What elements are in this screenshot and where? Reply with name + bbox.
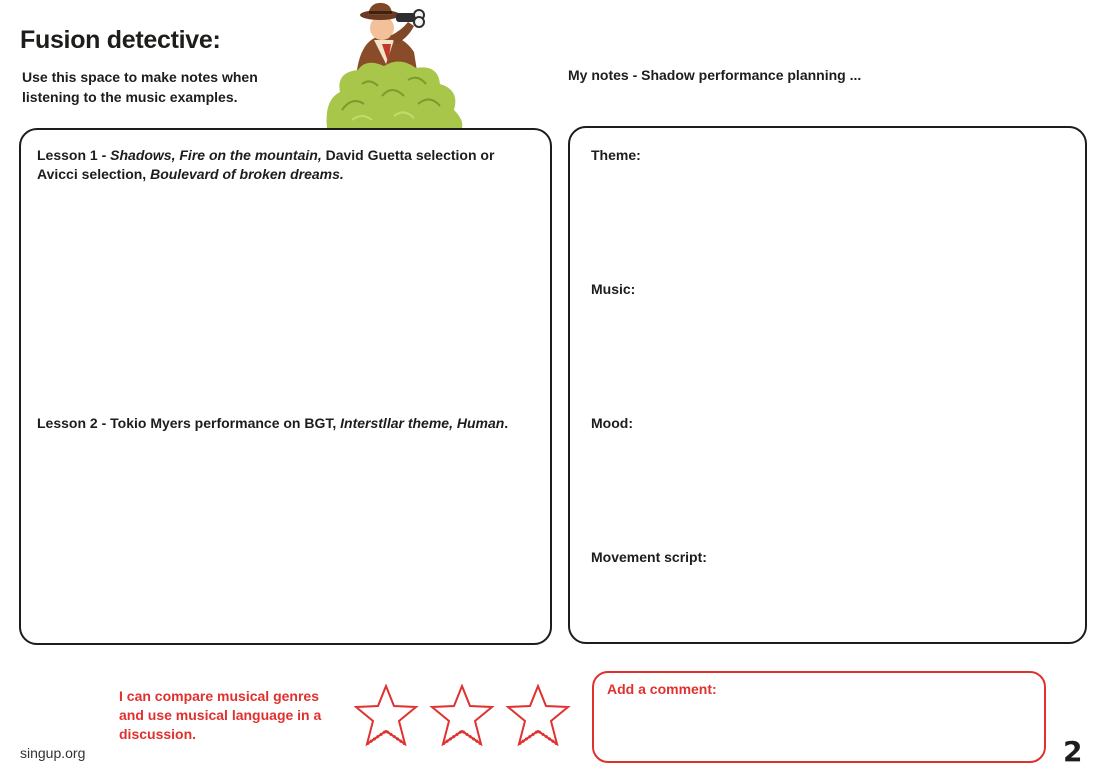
lesson-2-suffix: . bbox=[504, 415, 509, 431]
lesson-2-italic-titles: Interstllar theme, Human bbox=[340, 415, 505, 431]
performance-planning-box[interactable] bbox=[568, 126, 1087, 644]
notes-heading: My notes - Shadow performance planning ... bbox=[568, 67, 862, 83]
lesson-1-prefix: Lesson 1 - bbox=[37, 147, 111, 163]
detective-illustration-icon bbox=[322, 0, 472, 128]
learning-goal-statement: I can compare musical genres and use musical language in a discussion. bbox=[119, 688, 322, 742]
star-3-icon[interactable] bbox=[508, 686, 568, 744]
star-1-icon[interactable] bbox=[356, 686, 416, 744]
theme-label: Theme: bbox=[591, 147, 641, 163]
lesson-1-italic-titles: Shadows, Fire on the mountain, bbox=[110, 147, 322, 163]
page-title: Fusion detective: bbox=[20, 26, 221, 54]
lesson-2-text bbox=[37, 414, 547, 433]
lesson-2-prefix: Lesson 2 - Tokio Myers performance on BGT, bbox=[37, 415, 341, 431]
movement-script-label: Movement script: bbox=[591, 549, 707, 565]
lesson-1-text bbox=[37, 146, 537, 184]
lesson-1-middle: David Guetta selection or Avicci selection, bbox=[37, 147, 495, 182]
page-subtitle: Use this space to make notes when listening to the music examples. bbox=[22, 69, 258, 105]
page-number: 2 bbox=[1063, 735, 1083, 768]
comment-label: Add a comment: bbox=[607, 681, 717, 697]
star-2-icon[interactable] bbox=[432, 686, 492, 744]
lesson-1-italic-title-2: Boulevard of broken dreams. bbox=[150, 166, 344, 182]
star-rating[interactable] bbox=[354, 684, 574, 748]
site-footer-link[interactable]: singup.org bbox=[20, 745, 86, 761]
music-label: Music: bbox=[591, 281, 636, 297]
mood-label: Mood: bbox=[591, 415, 633, 431]
listening-notes-box[interactable] bbox=[19, 128, 552, 645]
